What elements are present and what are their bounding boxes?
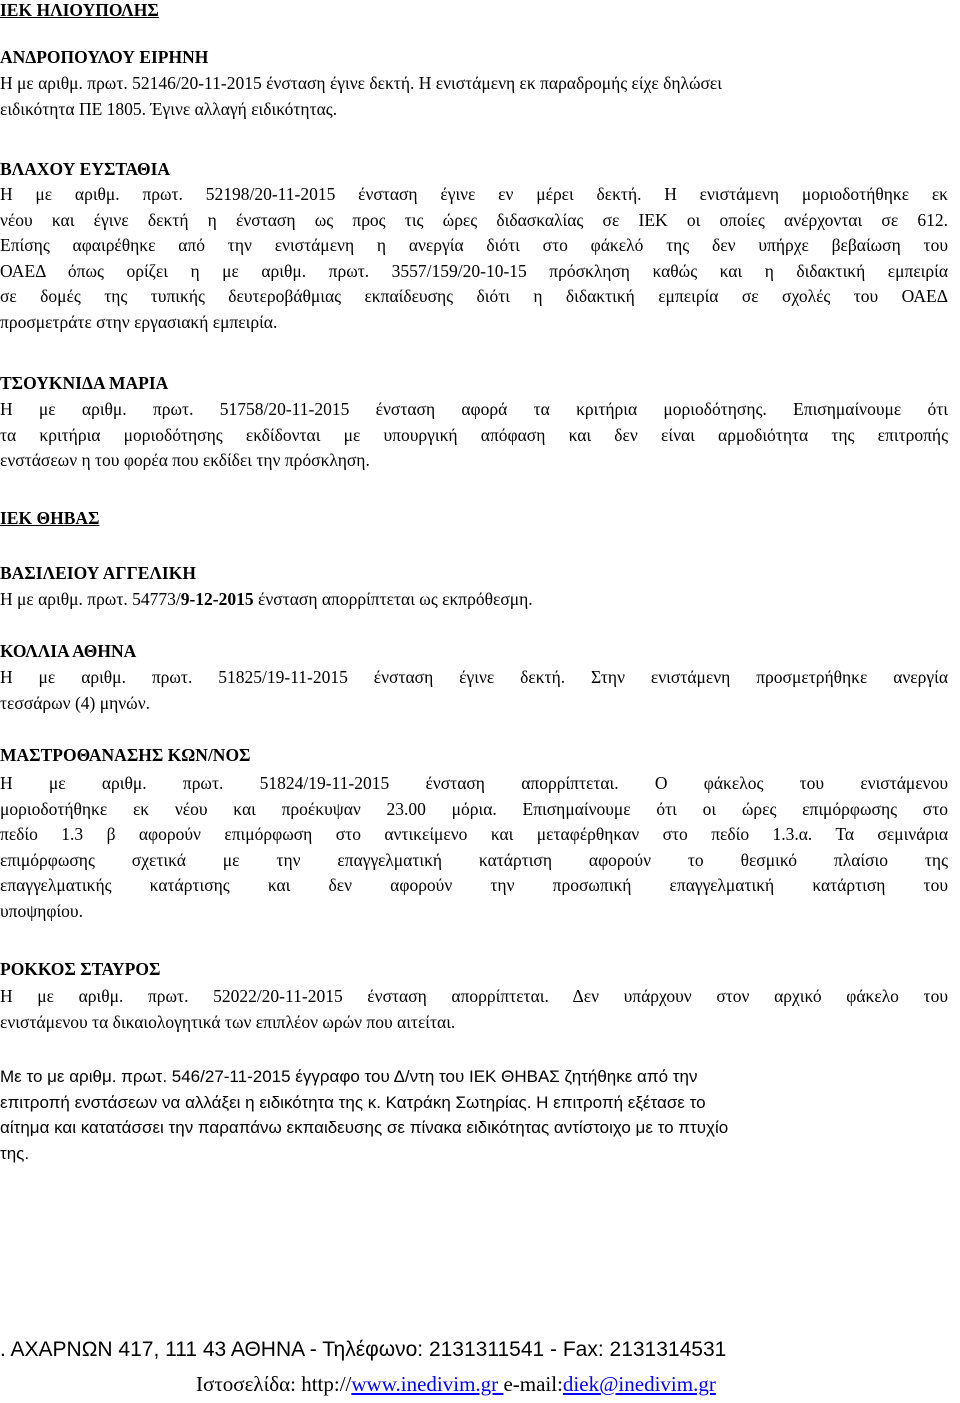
email-label: e-mail: bbox=[503, 1372, 563, 1396]
website-link[interactable]: www.inedivim.gr bbox=[351, 1372, 504, 1396]
entry-name: ΜΑΣΤΡΟΘΑΝΑΣΗΣ ΚΩΝ/ΝΟΣ bbox=[0, 745, 251, 765]
entry-name: ΒΑΣΙΛΕΙΟΥ ΑΓΓΕΛΙΚΗ bbox=[0, 563, 196, 583]
entry-line: τα κριτήρια μοριοδότησης εκδίδονται με υπουργική απόφαση και δεν είναι αρμοδιότητα της επιτροπής bbox=[0, 424, 948, 445]
website-label: Ιστοσελίδα: http:// bbox=[196, 1372, 352, 1396]
entry-text bbox=[0, 587, 948, 613]
entry-line: επιμόρφωσης σχετικά με την επαγγελματική κατάρτιση αφορούν το θεσμικό πλαίσιο της bbox=[0, 849, 948, 870]
entry-name: ΤΣΟΥΚΝΙΔΑ ΜΑΡΙΑ bbox=[0, 373, 169, 393]
closing-paragraph bbox=[0, 1064, 900, 1166]
entry-line: ενστάσεων η του φορέα που εκδίδει την πρόσκληση. bbox=[0, 450, 370, 470]
entry-line-suffix: ένσταση απορρίπτεται ως εκπρόθεσμη. bbox=[253, 589, 533, 609]
entry-line: ενιστάμενου τα δικαιολογητικά των επιπλέον ωρών που αιτείται. bbox=[0, 1011, 456, 1032]
closing-line: επιτροπή ενστάσεων να αλλάξει η ειδικότητα της κ. Κατράκη Σωτηρίας. Η επιτροπή εξέτασε το bbox=[0, 1092, 706, 1112]
entry-name: ΑΝΔΡΟΠΟΥΛΟΥ ΕΙΡΗΝΗ bbox=[0, 47, 209, 67]
closing-line: της. bbox=[0, 1143, 30, 1163]
entry-name: ΚΟΛΛΙΑ ΑΘΗΝΑ bbox=[0, 641, 137, 661]
section-title-iek-thivas: ΙΕΚ ΘΗΒΑΣ bbox=[0, 508, 100, 528]
entry-line: σε δομές της τυπικής δευτεροβάθμιας εκπαίδευσης διότι η διδακτική εμπειρία σε σχολές του ΟΑΕΔ bbox=[0, 286, 948, 306]
entry-line: τεσσάρων (4) μηνών. bbox=[0, 692, 150, 713]
entry-text bbox=[0, 397, 948, 474]
footer-address: . ΑΧΑΡΝΩΝ 417, 111 43 ΑΘΗΝΑ - Τηλέφωνο: 2131311541 - Fax: 2131314531 bbox=[0, 1338, 727, 1361]
entry-line-prefix: Η με αριθμ. πρωτ. 54773/ bbox=[0, 589, 181, 609]
entry-line: Η με αριθμ. πρωτ. 52022/20-11-2015 ένσταση απορρίπτεται. Δεν υπάρχουν στον αρχικό φάκελο του bbox=[0, 986, 948, 1006]
entry-line: μοριοδοτήθηκε εκ νέου και προέκυψαν 23.00 μόρια. Επισημαίνουμε ότι οι ώρες επιμόρφωσης στο bbox=[0, 798, 948, 819]
entry-line: νέου και έγινε δεκτή η ένσταση ως προς τις ώρες διδασκαλίας σε ΙΕΚ οι οποίες ανέρχονται σε 612. bbox=[0, 209, 948, 230]
entry-line: Η με αριθμ. πρωτ. 52198/20-11-2015 ένσταση έγινε εν μέρει δεκτή. Η ενιστάμενη μοριοδοτήθηκε εκ bbox=[0, 184, 948, 204]
entry-name: ΡΟΚΚΟΣ ΣΤΑΥΡΟΣ bbox=[0, 959, 161, 979]
entry-text bbox=[0, 182, 948, 335]
entry-line: Η με αριθμ. πρωτ. 51825/19-11-2015 ένσταση έγινε δεκτή. Στην ενιστάμενη προσμετρήθηκε ανεργία bbox=[0, 667, 948, 687]
email-link[interactable]: diek@inedivim.gr bbox=[562, 1372, 716, 1396]
entry-name: ΒΛΑΧΟΥ ΕΥΣΤΑΘΙΑ bbox=[0, 159, 171, 179]
entry-line: επαγγελματικής κατάρτισης και δεν αφορούν την προσωπική επαγγελματική κατάρτιση του bbox=[0, 875, 948, 895]
closing-line: Με το με αριθμ. πρωτ. 546/27-11-2015 έγγραφο του Δ/ντη του ΙΕΚ ΘΗΒΑΣ ζητήθηκε από την bbox=[0, 1067, 698, 1086]
entry-line: Η με αριθμ. πρωτ. 51824/19-11-2015 ένσταση απορρίπτεται. Ο φάκελος του ενιστάμενου bbox=[0, 773, 948, 793]
entry-line: ειδικότητα ΠΕ 1805. Έγινε αλλαγή ειδικότητας. bbox=[0, 98, 338, 119]
entry-line: προσμετράτε στην εργασιακή εμπειρία. bbox=[0, 311, 278, 332]
section-title-iek-ilioupolis: ΙΕΚ ΗΛΙΟΥΠΟΛΗΣ bbox=[0, 0, 159, 20]
footer-contact bbox=[196, 1368, 956, 1400]
entry-line: πεδίο 1.3 β αφορούν επιμόρφωση στο αντικείμενο και μεταφέρθηκαν στο πεδίο 1.3.α. Τα σεμινάρια bbox=[0, 824, 948, 844]
entry-text bbox=[0, 71, 948, 122]
entry-text bbox=[0, 665, 948, 716]
entry-line: Επίσης αφαιρέθηκε από την ενιστάμενη η ανεργία διότι στο φάκελό της δεν υπήρχε βεβαίωση του bbox=[0, 235, 948, 255]
entry-text bbox=[0, 984, 948, 1035]
entry-line-date: 9-12-2015 bbox=[180, 589, 254, 609]
entry-line: Η με αριθμ. πρωτ. 51758/20-11-2015 ένσταση αφορά τα κριτήρια μοριοδότησης. Επισημαίνουμε ότι bbox=[0, 399, 948, 419]
entry-line: Η με αριθμ. πρωτ. 52146/20-11-2015 ένσταση έγινε δεκτή. Η ενιστάμενη εκ παραδρομής είχε δηλώσει bbox=[0, 73, 722, 93]
entry-line: υποψηφίου. bbox=[0, 900, 83, 921]
entry-text bbox=[0, 771, 948, 924]
closing-line: αίτημα και κατατάσσει την παραπάνω εκπαιδευσης σε πίνακα ειδικότητας αντίστοιχο με το πτυχίο bbox=[0, 1118, 729, 1137]
entry-line: ΟΑΕΔ όπως ορίζει η με αριθμ. πρωτ. 3557/159/20-10-15 πρόσκληση καθώς και η διδακτική εμπειρία bbox=[0, 260, 948, 281]
